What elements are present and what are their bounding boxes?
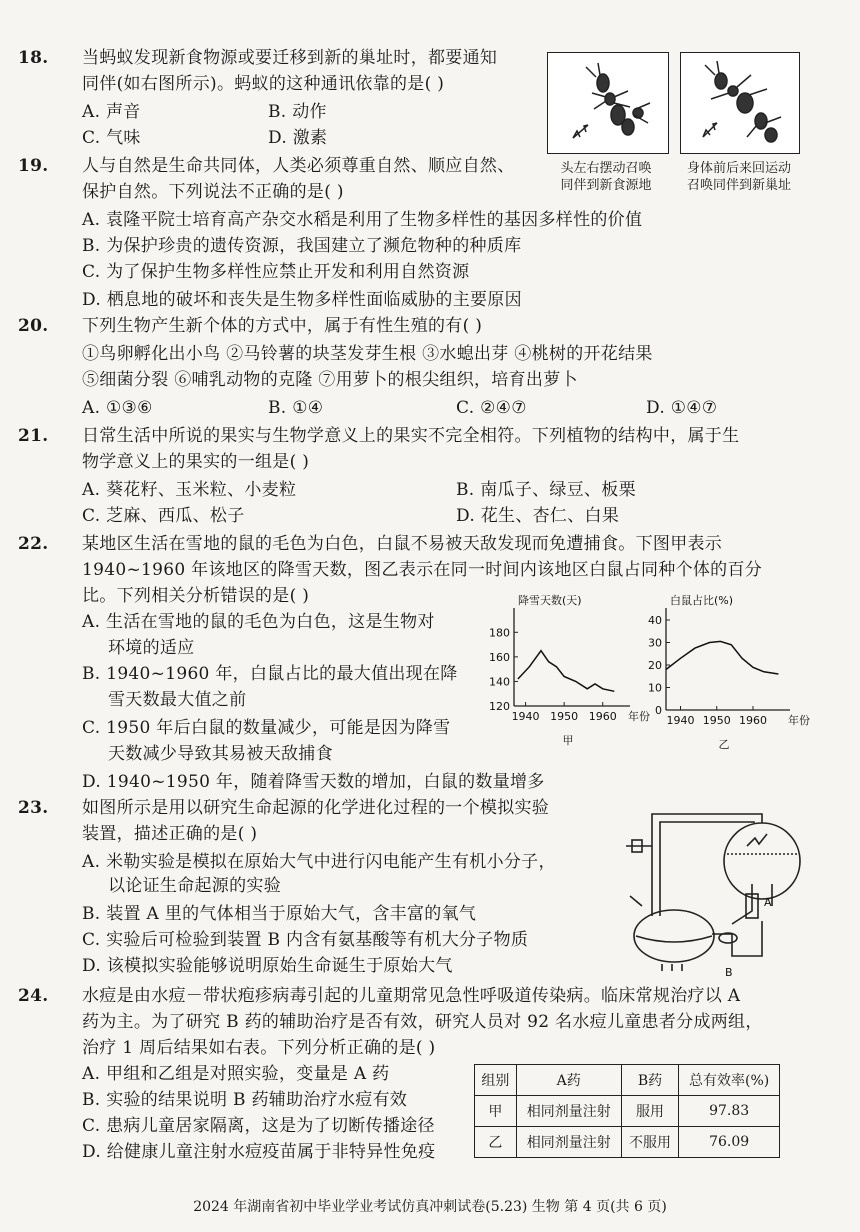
q21-option-b[interactable]: B. 南瓜子、绿豆、板栗 bbox=[456, 480, 636, 500]
q19-option-b[interactable]: B. 为保护珍贵的遗传资源，我国建立了濒危物种的种质库 bbox=[82, 236, 522, 256]
page-footer: 2024 年湖南省初中毕业学业考试仿真冲刺试卷(5.23) 生物 第 4 页(共 6 页) bbox=[193, 1199, 667, 1215]
ant-caption-1-line2: 同伴到新食源地 bbox=[560, 178, 652, 193]
q18-stem-line2: 同伴(如右图所示)。蚂蚁的这种通讯依靠的是( ) bbox=[82, 74, 445, 94]
q24-stem-line3: 治疗 1 周后结果如右表。下列分析正确的是( ) bbox=[82, 1038, 436, 1058]
q22-option-d[interactable]: D. 1940~1950 年，随着降雪天数的增加，白鼠的数量增多 bbox=[82, 772, 545, 792]
q19-stem-line2: 保护自然。下列说法不正确的是( ) bbox=[82, 182, 344, 202]
q20-option-b[interactable]: B. ①④ bbox=[268, 398, 324, 418]
q21-option-c[interactable]: C. 芝麻、西瓜、松子 bbox=[82, 506, 245, 526]
q23-option-b[interactable]: B. 装置 A 里的气体相当于原始大气，含丰富的氧气 bbox=[82, 904, 477, 924]
q20-stem-line2: ①鸟卵孵化出小鸟 ②马铃薯的块茎发芽生根 ③水螅出芽 ④桃树的开花结果 bbox=[82, 344, 653, 364]
x-tick-label: 1960 bbox=[588, 710, 617, 723]
q20-stem-line1: 下列生物产生新个体的方式中，属于有性生殖的有( ) bbox=[82, 316, 483, 336]
x-tick-label: 1960 bbox=[739, 714, 767, 727]
q19-stem-line1: 人与自然是生命共同体，人类必须尊重自然、顺应自然、 bbox=[82, 156, 515, 176]
table-cell: 乙 bbox=[475, 1127, 517, 1158]
q20-option-a[interactable]: A. ①③⑥ bbox=[82, 398, 153, 418]
question-number-22: 22. bbox=[18, 534, 49, 554]
q22-stem-line1: 某地区生活在雪地的鼠的毛色为白色，白鼠不易被天敌发现而免遭捕食。下图甲表示 bbox=[82, 534, 723, 554]
table-cell: 相同剂量注射 bbox=[516, 1096, 621, 1127]
q24-option-d[interactable]: D. 给健康儿童注射水痘疫苗属于非特异性免疫 bbox=[82, 1142, 436, 1162]
y-tick-label: 30 bbox=[648, 636, 662, 650]
q18-option-b[interactable]: B. 动作 bbox=[268, 102, 327, 122]
ant-caption-1-line1: 头左右摆动召唤 bbox=[560, 161, 652, 176]
q18-option-c[interactable]: C. 气味 bbox=[82, 128, 141, 148]
table-cell: 76.09 bbox=[679, 1127, 780, 1158]
apparatus-label-b: B bbox=[725, 966, 733, 979]
q22-option-a-line1[interactable]: A. 生活在雪地的鼠的毛色为白色，这是生物对 bbox=[82, 612, 435, 632]
table-header-cell: B药 bbox=[621, 1065, 679, 1096]
series-line bbox=[666, 641, 778, 674]
y-tick-label: 180 bbox=[489, 626, 510, 640]
snow-days-chart bbox=[478, 592, 648, 752]
q18-option-a[interactable]: A. 声音 bbox=[82, 102, 141, 122]
q21-stem-line2: 物学意义上的果实的一组是( ) bbox=[82, 452, 310, 472]
question-number-20: 20. bbox=[18, 316, 49, 336]
x-tick-label: 1940 bbox=[511, 710, 540, 723]
question-number-18: 18. bbox=[18, 48, 49, 68]
chart-title: 降雪天数(天) bbox=[518, 594, 582, 607]
y-tick-label: 160 bbox=[489, 650, 510, 664]
question-number-19: 19. bbox=[18, 156, 49, 176]
x-tick-label: 1940 bbox=[666, 714, 695, 727]
q19-option-d[interactable]: D. 栖息地的破坏和丧失是生物多样性面临威胁的主要原因 bbox=[82, 290, 522, 310]
q23-stem-line1: 如图所示是用以研究生命起源的化学进化过程的一个模拟实验 bbox=[82, 798, 550, 818]
x-axis-label: 年份 bbox=[628, 710, 650, 723]
y-tick-label: 0 bbox=[655, 704, 662, 717]
ant-figure-1 bbox=[547, 52, 669, 154]
q22-option-a-line2: 环境的适应 bbox=[108, 638, 195, 658]
table-header-cell: A药 bbox=[516, 1065, 621, 1096]
q22-stem-line2: 1940~1960 年该地区的降雪天数，图乙表示在同一时间内该地区白鼠占同种个体的百分 bbox=[82, 560, 763, 580]
chart-title: 白鼠占比(%) bbox=[670, 594, 734, 607]
miller-apparatus-diagram bbox=[612, 806, 812, 978]
q22-option-b-line1[interactable]: B. 1940~1960 年，白鼠占比的最大值出现在降 bbox=[82, 664, 458, 684]
white-mouse-ratio-chart bbox=[640, 594, 810, 754]
q23-option-d[interactable]: D. 该模拟实验能够说明原始生命诞生于原始大气 bbox=[82, 956, 453, 976]
table-cell: 服用 bbox=[621, 1096, 679, 1127]
ant-figure-2 bbox=[680, 52, 800, 154]
q21-stem-line1: 日常生活中所说的果实与生物学意义上的果实不完全相符。下列植物的结构中，属于生 bbox=[82, 426, 740, 446]
apparatus-label-a: A bbox=[764, 896, 772, 909]
q20-option-d[interactable]: D. ①④⑦ bbox=[646, 398, 718, 418]
table-header-cell: 总有效率(%) bbox=[679, 1065, 780, 1096]
q23-stem-line2: 装置，描述正确的是( ) bbox=[82, 824, 258, 844]
chart-caption: 乙 bbox=[718, 738, 730, 751]
table-header-cell: 组别 bbox=[475, 1065, 517, 1096]
q24-option-a[interactable]: A. 甲组和乙组是对照实验，变量是 A 药 bbox=[82, 1064, 390, 1084]
q22-option-c-line2: 天数减少导致其易被天敌捕食 bbox=[108, 744, 333, 764]
q19-option-a[interactable]: A. 袁隆平院士培育高产杂交水稻是利用了生物多样性的基因多样性的价值 bbox=[82, 210, 643, 230]
q21-option-a[interactable]: A. 葵花籽、玉米粒、小麦粒 bbox=[82, 480, 297, 500]
q24-option-c[interactable]: C. 患病儿童居家隔离，这是为了切断传播途径 bbox=[82, 1116, 435, 1136]
q24-stem-line1: 水痘是由水痘－带状疱疹病毒引起的儿童期常见急性呼吸道传染病。临床常规治疗以 A bbox=[82, 986, 741, 1006]
table-cell: 不服用 bbox=[621, 1127, 679, 1158]
q22-option-b-line2: 雪天数最大值之前 bbox=[108, 690, 247, 710]
q24-stem-line2: 药为主。为了研究 B 药的辅助治疗是否有效，研究人员对 92 名水痘儿童患者分成两组， bbox=[82, 1012, 763, 1032]
x-tick-label: 1950 bbox=[550, 710, 579, 723]
ant-caption-2-line2: 召唤同伴到新巢址 bbox=[686, 178, 791, 193]
y-tick-label: 10 bbox=[648, 681, 662, 695]
x-tick-label: 1950 bbox=[702, 714, 731, 727]
q21-option-d[interactable]: D. 花生、杏仁、白果 bbox=[456, 506, 620, 526]
q23-option-c[interactable]: C. 实验后可检验到装置 B 内含有氨基酸等有机大分子物质 bbox=[82, 930, 529, 950]
q23-option-a-line2: 以论证生命起源的实验 bbox=[108, 876, 281, 896]
ant-caption-2-line1: 身体前后来回运动 bbox=[686, 161, 791, 176]
ant-drawing-1-icon bbox=[548, 53, 668, 153]
y-tick-label: 20 bbox=[648, 659, 662, 672]
y-tick-label: 140 bbox=[489, 675, 510, 689]
q22-option-c-line1[interactable]: C. 1950 年后白鼠的数量减少，可能是因为降雪 bbox=[82, 718, 451, 738]
y-tick-label: 40 bbox=[648, 614, 662, 627]
q22-stem-line3: 比。下列相关分析错误的是( ) bbox=[82, 586, 310, 606]
q24-option-b[interactable]: B. 实验的结果说明 B 药辅助治疗水痘有效 bbox=[82, 1090, 408, 1110]
table-cell: 甲 bbox=[475, 1096, 517, 1127]
question-number-23: 23. bbox=[18, 798, 49, 818]
table-row bbox=[475, 1127, 780, 1158]
table-header-row bbox=[475, 1065, 780, 1096]
q23-option-a-line1[interactable]: A. 米勒实验是模拟在原始大气中进行闪电能产生有机小分子， bbox=[82, 852, 556, 872]
table-row bbox=[475, 1096, 780, 1127]
q18-stem-line1: 当蚂蚁发现新食物源或要迁移到新的巢址时，都要通知 bbox=[82, 48, 498, 68]
x-axis-label: 年份 bbox=[788, 714, 810, 727]
q20-option-c[interactable]: C. ②④⑦ bbox=[456, 398, 527, 418]
question-number-24: 24. bbox=[18, 986, 49, 1006]
chart-caption: 甲 bbox=[562, 734, 574, 747]
table-cell: 97.83 bbox=[679, 1096, 780, 1127]
q18-option-d[interactable]: D. 激素 bbox=[268, 128, 328, 148]
series-line bbox=[518, 651, 614, 692]
q19-option-c[interactable]: C. 为了保护生物多样性应禁止开发和利用自然资源 bbox=[82, 262, 470, 282]
results-table bbox=[474, 1064, 780, 1158]
y-tick-label: 120 bbox=[489, 700, 510, 713]
q20-stem-line3: ⑤细菌分裂 ⑥哺乳动物的克隆 ⑦用萝卜的根尖组织，培育出萝卜 bbox=[82, 370, 578, 390]
ant-drawing-2-icon bbox=[681, 53, 799, 153]
table-cell: 相同剂量注射 bbox=[516, 1127, 621, 1158]
question-number-21: 21. bbox=[18, 426, 49, 446]
